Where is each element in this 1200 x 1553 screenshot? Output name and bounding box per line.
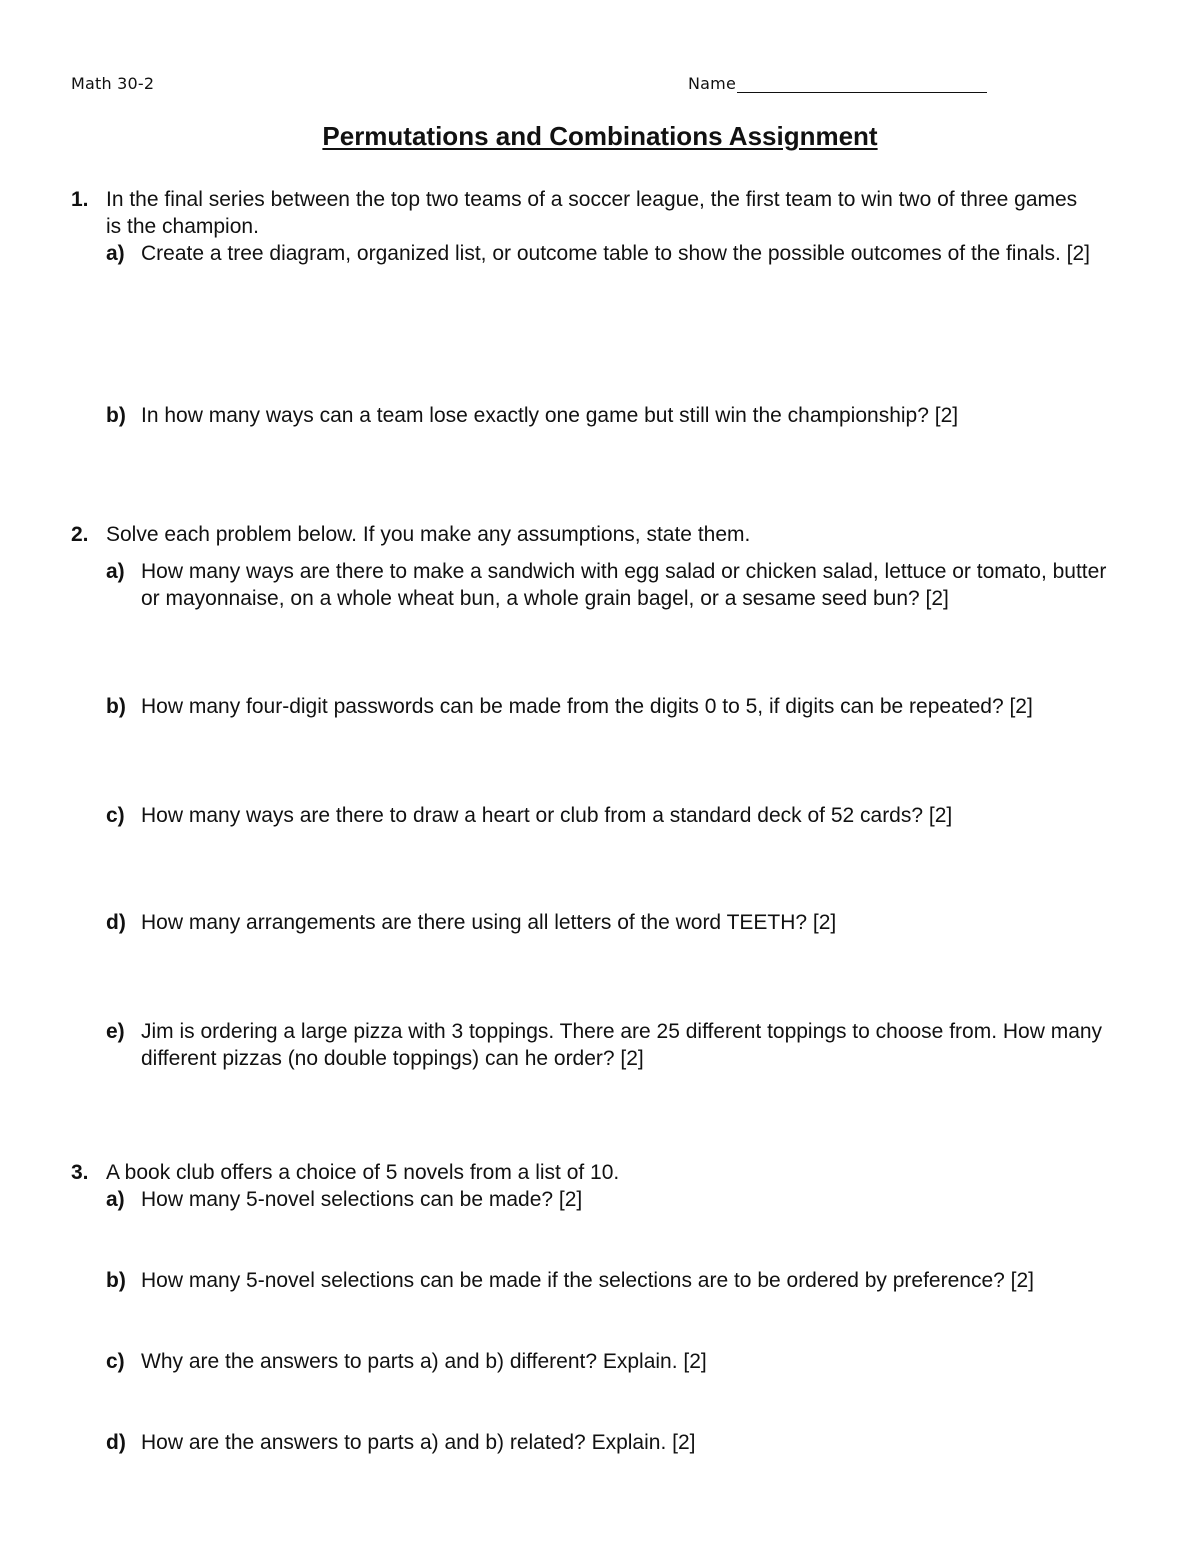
part-text: How many 5-novel selections can be made? [2]	[141, 1188, 583, 1211]
part-label: c)	[106, 804, 125, 827]
part-label: a)	[106, 560, 125, 583]
part-text: How many four-digit passwords can be made from the digits 0 to 5, if digits can be repeated? [2]	[141, 695, 1033, 718]
part-text: Create a tree diagram, organized list, or outcome table to show the possible outcomes of the finals. [2]	[141, 242, 1091, 265]
part-text: How many ways are there to make a sandwich with egg salad or chicken salad, lettuce or tomato, butter or mayonnaise, on a whole wheat bun, a whole grain bagel, or a sesame seed bun? [2]	[141, 560, 1107, 610]
part-text: Why are the answers to parts a) and b) different? Explain. [2]	[141, 1350, 707, 1373]
question-text: In the final series between the top two teams of a soccer league, the first team to win two of three games is the champion.	[106, 188, 1078, 238]
part-label: d)	[106, 1431, 126, 1454]
part-text: In how many ways can a team lose exactly one game but still win the championship? [2]	[141, 404, 959, 427]
course-label: Math 30-2	[71, 74, 155, 93]
part-label: c)	[106, 1350, 125, 1373]
part-label: a)	[106, 1188, 125, 1211]
name-label: Name	[688, 74, 737, 93]
part-label: e)	[106, 1020, 125, 1043]
part-text: How many arrangements are there using all letters of the word TEETH? [2]	[141, 911, 837, 934]
part-label: a)	[106, 242, 125, 265]
question-number: 3.	[71, 1161, 89, 1184]
question-number: 1.	[71, 188, 89, 211]
part-label: b)	[106, 695, 126, 718]
part-text: How are the answers to parts a) and b) related? Explain. [2]	[141, 1431, 696, 1454]
part-label: d)	[106, 911, 126, 934]
question-text: Solve each problem below. If you make any assumptions, state them.	[106, 523, 751, 546]
part-label: b)	[106, 404, 126, 427]
part-label: b)	[106, 1269, 126, 1292]
question-text: A book club offers a choice of 5 novels from a list of 10.	[106, 1161, 620, 1184]
name-blank-line	[737, 77, 987, 93]
name-field	[688, 74, 987, 93]
question-number: 2.	[71, 523, 89, 546]
part-text: How many 5-novel selections can be made if the selections are to be ordered by preference? [2]	[141, 1269, 1035, 1292]
part-text: How many ways are there to draw a heart or club from a standard deck of 52 cards? [2]	[141, 804, 953, 827]
part-text: Jim is ordering a large pizza with 3 toppings. There are 25 different toppings to choose from. How many different pizzas (no double toppings) can he order? [2]	[141, 1020, 1103, 1070]
page-title: Permutations and Combinations Assignment	[322, 121, 878, 151]
